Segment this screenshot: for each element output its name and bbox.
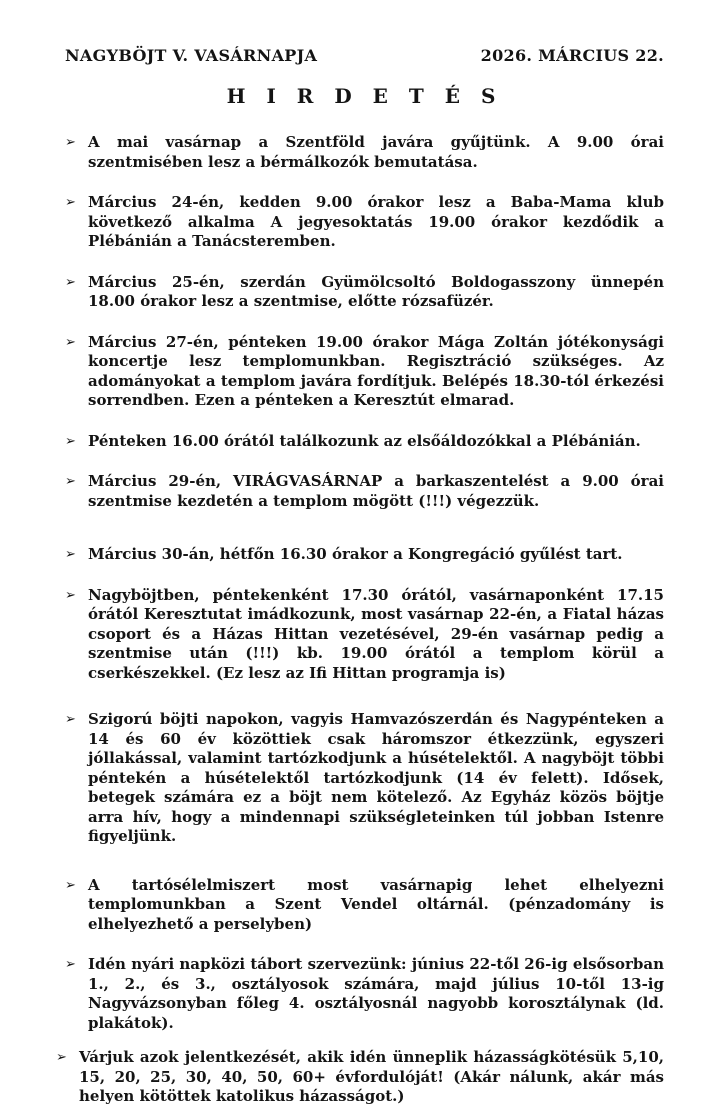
arrow-bullet-icon: ➢ [65, 433, 76, 449]
arrow-bullet-icon: ➢ [65, 547, 76, 562]
list-item-text: Nagyböjtben, péntekenként 17.30 órától, vasárnaponként 17.15 órától Keresztutat imádkozunk, most vasárnap 22-én, a Fiatal házas csoport és a Házas Hittan vezetésével, 29-én vasárnap pedig a szentmise után (!!!) kb. 19.00 órától a templom körül a cserkészekkel. (Ez lesz az Ifi Hittan programja is) [88, 585, 664, 682]
list-item [65, 333, 664, 411]
list-item [65, 876, 664, 935]
arrow-bullet-icon: ➢ [65, 587, 76, 603]
arrow-bullet-icon: ➢ [65, 957, 76, 972]
list-item [65, 133, 664, 172]
arrow-bullet-icon: ➢ [65, 877, 76, 893]
list-item [65, 545, 664, 565]
list-item-text: Március 24-én, kedden 9.00 órakor lesz a Baba-Mama klub következő alkalma A jegyesoktatás 19.00 órakor kezdődik a Plébánián a Tanácsteremben. [88, 193, 664, 250]
list-item [56, 1048, 664, 1107]
arrow-bullet-icon: ➢ [65, 135, 76, 150]
document-date: 2026. MÁRCIUS 22. [480, 46, 664, 65]
list-item [65, 955, 664, 1033]
list-item [65, 193, 664, 252]
arrow-bullet-icon: ➢ [65, 712, 76, 727]
announcement-list [56, 133, 664, 1107]
list-item [65, 710, 664, 847]
list-item-text: Március 25-én, szerdán Gyümölcsoltó Boldogasszony ünnepén 18.00 órakor lesz a szentmise, előtte rózsafüzér. [88, 272, 664, 310]
list-item [65, 586, 664, 684]
list-item-text: Március 30-án, hétfőn 16.30 órakor a Kongregáció gyűlést tart. [88, 545, 623, 563]
page-title: H I R D E T É S [226, 84, 503, 108]
list-item-text: Szigorú böjti napokon, vagyis Hamvazószerdán és Nagypénteken a 14 és 60 év közöttiek csak háromszor étkezzünk, egyszeri jóllakással, valamint tartózkodjunk a húsételektől. A nagyböjt többi péntekén a húsételektől tartózkodjunk (14 év felett). Idősek, betegek számára ez a böjt nem kötelező. Az Egyház közös böjtje arra hív, hogy a mindennapi szükségleteinken túl jobban Istenre figyeljünk. [88, 710, 664, 845]
list-item-text: A tartósélelmiszert most vasárnapig lehet elhelyezni templomunkban a Szent Vendel oltárnál. (pénzadomány is elhelyezhető a perselyben) [88, 875, 664, 933]
list-item [65, 273, 664, 312]
list-item-text: Várjuk azok jelentkezését, akik idén ünneplik házasságkötésük 5,10, 15, 20, 25, 30, 40, 50, 60+ évfordulóját! (Akár nálunk, akár más helyen kötöttek katolikus házasságot.) [79, 1048, 664, 1105]
list-item-text: Pénteken 16.00 órától találkozunk az elsőáldozókkal a Plébánián. [88, 431, 641, 450]
arrow-bullet-icon: ➢ [56, 1050, 67, 1065]
list-item-text: Március 29-én, VIRÁGVASÁRNAP a barkaszentelést a 9.00 órai szentmise kezdetén a templom mögött (!!!) végezzük. [88, 472, 664, 510]
arrow-bullet-icon: ➢ [65, 274, 76, 290]
list-item-text: Március 27-én, pénteken 19.00 órakor Mága Zoltán jótékonysági koncertje lesz templomunkban. Regisztráció szükséges. Az adományokat a templom javára fordítjuk. Belépés 18.30-tól érkezési sorrendben. Ezen a pénteken a Keresztút elmarad. [88, 332, 664, 409]
list-item [65, 472, 664, 511]
liturgical-day: NAGYBÖJT V. VASÁRNAPJA [65, 46, 318, 65]
list-item-text: Idén nyári napközi tábort szervezünk: június 22-től 26-ig elsősorban 1., 2., és 3., osztályosok számára, majd július 10-től 13-ig Nagyvázsonyban főleg 4. osztályosnál nagyobb korosztálynak (ld. plakátok). [88, 955, 664, 1032]
arrow-bullet-icon: ➢ [65, 195, 76, 210]
arrow-bullet-icon: ➢ [65, 474, 76, 489]
arrow-bullet-icon: ➢ [65, 334, 76, 350]
list-item [65, 432, 664, 452]
document-header [65, 46, 664, 65]
list-item-text: A mai vasárnap a Szentföld javára gyűjtünk. A 9.00 órai szentmisében lesz a bérmálkozók bemutatása. [88, 133, 664, 171]
